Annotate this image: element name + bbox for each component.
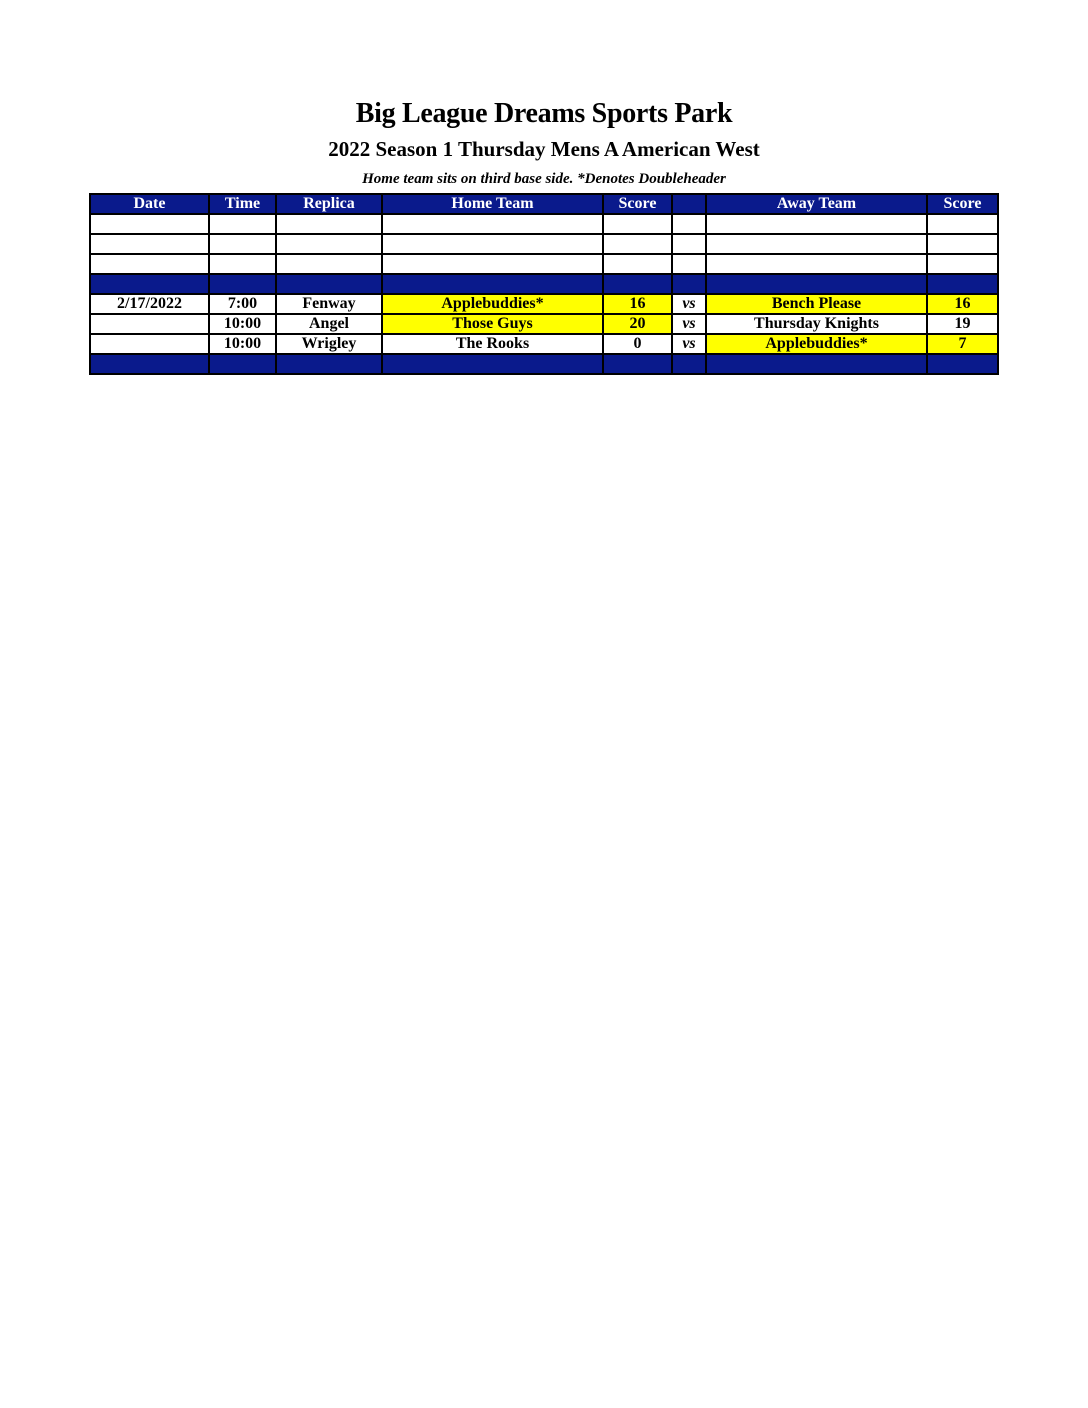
empty-cell bbox=[90, 254, 209, 274]
separator-cell bbox=[927, 274, 998, 294]
empty-cell bbox=[382, 254, 603, 274]
away-team: Bench Please bbox=[706, 294, 927, 314]
game-date: 2/17/2022 bbox=[90, 294, 209, 314]
vs-label: vs bbox=[672, 314, 706, 334]
game-date bbox=[90, 314, 209, 334]
separator-cell bbox=[276, 274, 382, 294]
game-replica: Wrigley bbox=[276, 334, 382, 354]
separator-cell bbox=[90, 354, 209, 374]
empty-cell bbox=[90, 234, 209, 254]
separator-cell bbox=[706, 274, 927, 294]
separator-cell bbox=[276, 354, 382, 374]
game-replica: Fenway bbox=[276, 294, 382, 314]
game-date bbox=[90, 334, 209, 354]
away-team: Applebuddies* bbox=[706, 334, 927, 354]
col-home-team: Home Team bbox=[382, 194, 603, 214]
separator-cell bbox=[382, 354, 603, 374]
separator-cell bbox=[603, 274, 672, 294]
col-home-score: Score bbox=[603, 194, 672, 214]
vs-label: vs bbox=[672, 334, 706, 354]
empty-cell bbox=[90, 214, 209, 234]
doubleheader-note: Home team sits on third base side. *Denotes Doubleheader bbox=[362, 171, 726, 187]
col-replica: Replica bbox=[276, 194, 382, 214]
empty-cell bbox=[276, 234, 382, 254]
empty-cell bbox=[209, 214, 276, 234]
col-away-score: Score bbox=[927, 194, 998, 214]
game-row bbox=[90, 314, 998, 334]
separator-cell bbox=[672, 354, 706, 374]
empty-cell bbox=[382, 214, 603, 234]
separator-cell bbox=[90, 274, 209, 294]
table-header-row bbox=[90, 194, 998, 214]
separator-cell bbox=[603, 354, 672, 374]
col-time: Time bbox=[209, 194, 276, 214]
home-score: 16 bbox=[603, 294, 672, 314]
game-row bbox=[90, 334, 998, 354]
separator-row bbox=[90, 274, 998, 294]
home-score: 20 bbox=[603, 314, 672, 334]
separator-cell bbox=[209, 354, 276, 374]
game-row bbox=[90, 294, 998, 314]
home-team: Those Guys bbox=[382, 314, 603, 334]
empty-row bbox=[90, 234, 998, 254]
home-score: 0 bbox=[603, 334, 672, 354]
empty-cell bbox=[209, 254, 276, 274]
game-replica: Angel bbox=[276, 314, 382, 334]
separator-cell bbox=[209, 274, 276, 294]
empty-cell bbox=[672, 254, 706, 274]
col-vs bbox=[672, 194, 706, 214]
empty-row bbox=[90, 254, 998, 274]
empty-cell bbox=[672, 234, 706, 254]
separator-cell bbox=[382, 274, 603, 294]
col-away-team: Away Team bbox=[706, 194, 927, 214]
empty-cell bbox=[276, 254, 382, 274]
empty-cell bbox=[706, 254, 927, 274]
game-time: 10:00 bbox=[209, 314, 276, 334]
empty-cell bbox=[382, 234, 603, 254]
schedule-table bbox=[89, 193, 999, 375]
home-team: Applebuddies* bbox=[382, 294, 603, 314]
empty-row bbox=[90, 214, 998, 234]
empty-cell bbox=[603, 234, 672, 254]
vs-label: vs bbox=[672, 294, 706, 314]
away-team: Thursday Knights bbox=[706, 314, 927, 334]
empty-cell bbox=[209, 234, 276, 254]
away-score: 16 bbox=[927, 294, 998, 314]
empty-cell bbox=[927, 214, 998, 234]
empty-cell bbox=[706, 214, 927, 234]
empty-cell bbox=[672, 214, 706, 234]
separator-cell bbox=[706, 354, 927, 374]
empty-cell bbox=[927, 254, 998, 274]
game-time: 10:00 bbox=[209, 334, 276, 354]
game-time: 7:00 bbox=[209, 294, 276, 314]
home-team: The Rooks bbox=[382, 334, 603, 354]
empty-cell bbox=[603, 214, 672, 234]
empty-cell bbox=[927, 234, 998, 254]
empty-cell bbox=[603, 254, 672, 274]
separator-row bbox=[90, 354, 998, 374]
away-score: 19 bbox=[927, 314, 998, 334]
away-score: 7 bbox=[927, 334, 998, 354]
page-title: Big League Dreams Sports Park bbox=[355, 98, 733, 129]
col-date: Date bbox=[90, 194, 209, 214]
empty-cell bbox=[706, 234, 927, 254]
separator-cell bbox=[672, 274, 706, 294]
separator-cell bbox=[927, 354, 998, 374]
page-subtitle: 2022 Season 1 Thursday Mens A American West bbox=[328, 137, 760, 161]
empty-cell bbox=[276, 214, 382, 234]
